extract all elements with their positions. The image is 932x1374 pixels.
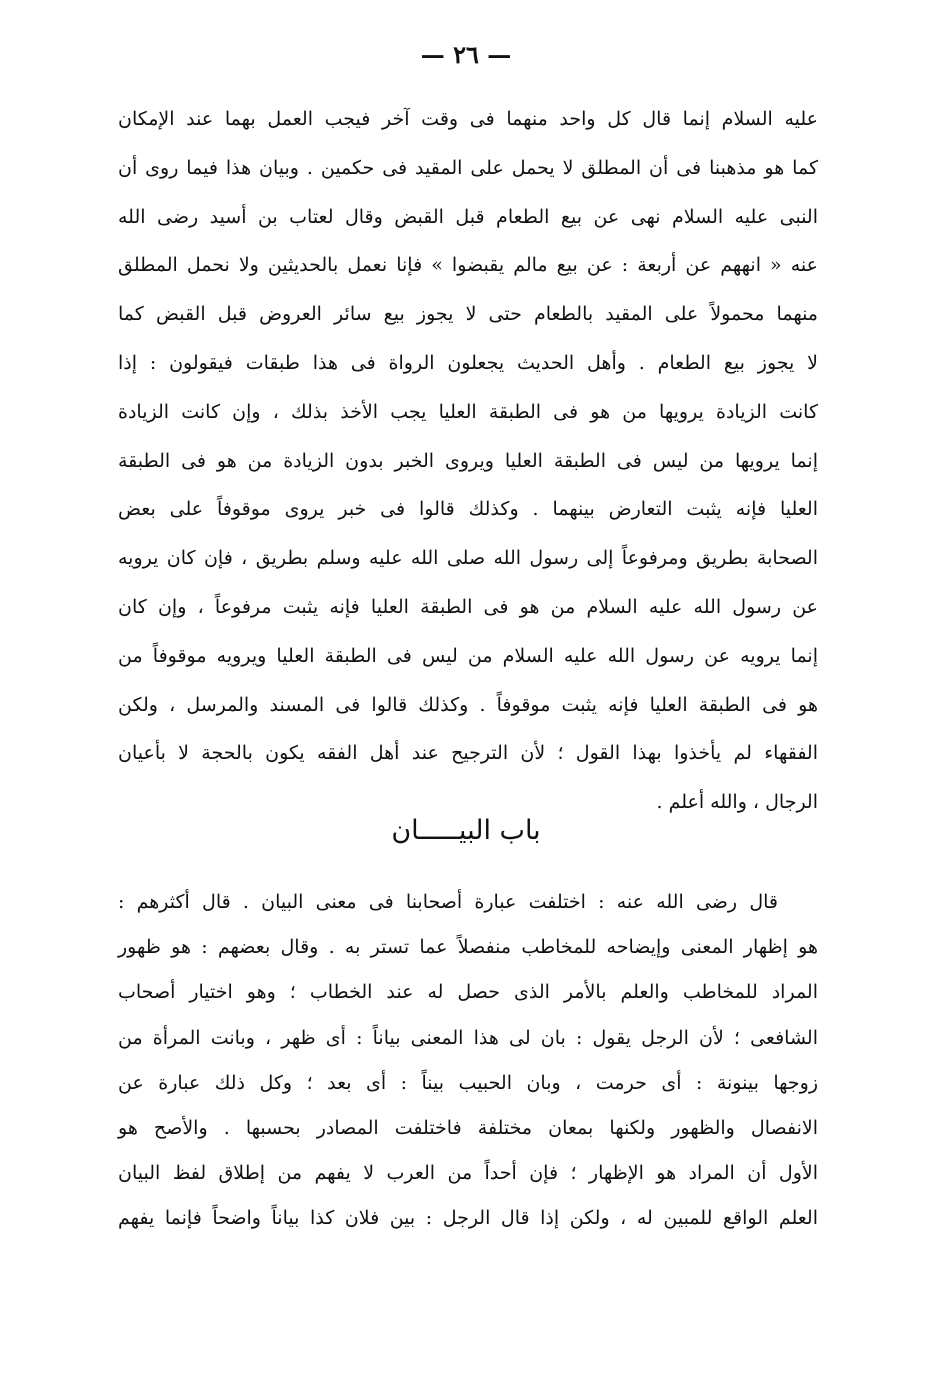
paragraph-2 xyxy=(118,880,818,1242)
text-line: العلم الواقع للمبين له ، ولكن إذا قال الرجل : بين فلان كذا بياناً واضحاً فإنما يفهم xyxy=(118,1207,818,1230)
text-line: الانفصال والظهور ولكنها بمعان مختلفة فاختلفت المصادر بحسبها . والأصح هو xyxy=(118,1116,818,1139)
text-line: الفقهاء لم يأخذوا بهذا القول ؛ لأن الترجيح عند أهل الفقه يكون بالحجة لا بأعيان xyxy=(118,742,818,765)
text-line: زوجها بينونة : أى حرمت ، وبان الحبيب بيناً : أى بعد ؛ وكل ذلك عبارة عن xyxy=(118,1071,818,1094)
text-line: كما هو مذهبنا فى أن المطلق لا يحمل على المقيد فى حكمين . وبيان هذا فيما روى أن xyxy=(118,156,818,179)
text-line: إنما يرويه عن رسول الله عليه السلام من ليس فى الطبقة العليا ويرويه موقوفاً من xyxy=(118,644,818,667)
text-line: إنما يرويها من ليس فى الطبقة العليا ويروى الخبر بدون الزيادة من هو فى الطبقة xyxy=(118,449,818,472)
text-line: الرجال ، والله أعلم . xyxy=(656,791,818,814)
text-line: الأول أن المراد هو الإظهار ؛ فإن أحداً من العرب لا يفهم من إطلاق لفظ البيان xyxy=(118,1162,818,1185)
text-line: الشافعى ؛ لأن الرجل يقول : بان لى هذا المعنى بياناً : أى ظهر ، وبانت المرأة من xyxy=(118,1026,818,1049)
paragraph-1 xyxy=(118,95,818,827)
page-number: — ٢٦ — xyxy=(420,40,512,69)
text-line: المراد للمخاطب والعلم بالأمر الذى حصل له عند الخطاب ؛ وهو اختيار أصحاب xyxy=(118,981,818,1004)
text-line: لا يجوز بيع الطعام . وأهل الحديث يجعلون الرواة فى هذا طبقات فيقولون : إذا xyxy=(118,351,818,374)
text-line: هو إظهار المعنى وإيضاحه للمخاطب منفصلاً عما تستر به . وقال بعضهم : هو ظهور xyxy=(118,936,818,959)
text-line: هو فى الطبقة العليا فإنه يثبت موقوفاً . وكذلك قالوا فى المسند والمرسل ، ولكن xyxy=(118,693,818,716)
text-line: منهما محمولاً على المقيد بالطعام حتى لا يجوز بيع سائر العروض قبل القبض كما xyxy=(118,303,818,326)
text-line: عنه « انههم عن أربعة : عن بيع مالم يقبضوا » فإنا نعمل بالحديثين ولا نحمل المطلق xyxy=(118,254,818,277)
section-heading: باب البيـــــان xyxy=(391,815,541,846)
text-line: قال رضى الله عنه : اختلفت عبارة أصحابنا فى معنى البيان . قال أكثرهم : xyxy=(118,891,778,913)
text-line: عن رسول الله عليه السلام من هو فى الطبقة العليا فإنه يثبت مرفوعاً ، وإن كان xyxy=(118,595,818,618)
text-line: النبى عليه السلام نهى عن بيع الطعام قبل القبض وقال لعتاب بن أسيد رضى الله xyxy=(118,205,818,228)
text-line: العليا فإنه يثبت التعارض بينهما . وكذلك قالوا فى خبر يروى موقوفاً على بعض xyxy=(118,498,818,521)
text-line: كانت الزيادة يرويها من هو فى الطبقة العليا يجب الأخذ بذلك ، وإن كانت الزيادة xyxy=(118,400,818,423)
text-line: عليه السلام إنما قال كل واحد منهما فى وقت آخر فيجب العمل بهما عند الإمكان xyxy=(118,108,818,130)
text-line: الصحابة بطريق ومرفوعاً إلى رسول الله صلى الله عليه وسلم بطريق ، فإن كان يرويه xyxy=(118,547,818,570)
